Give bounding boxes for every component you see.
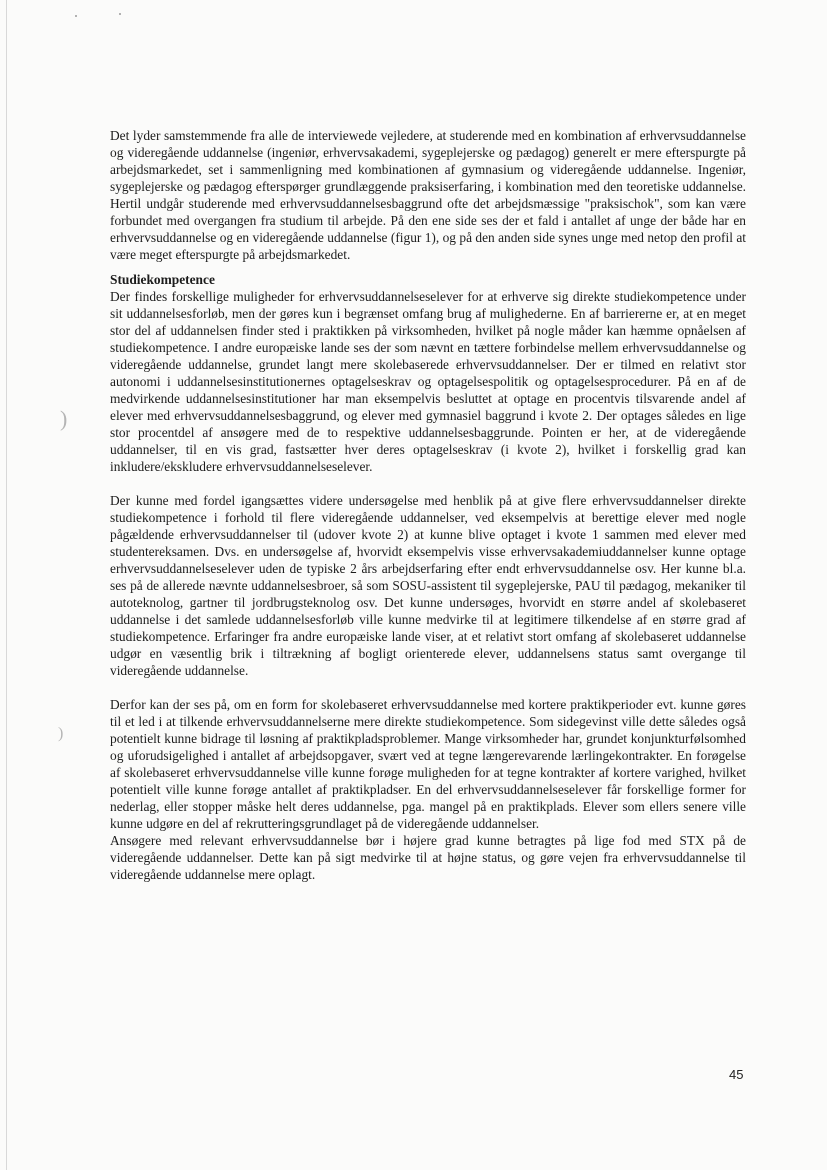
punch-hole-mark: ) (58, 725, 64, 742)
paragraph-2: Der findes forskellige muligheder for erhvervsuddannelseselever for at erhverve sig direkte studiekompetence under sit uddannelsesforløb, men der gøres kun i begrænset omfang brug af mulighederne. En af barriererne er, at en meget stor del af uddannelsen finder sted i praktikken på virksomheden, hvilket på nogle måder kan hæmme opnåelsen af studiekompetence. I andre europæiske lande ses der som nævnt en tættere forbindelse mellem erhvervsuddannelse og videregående uddannelse, grundet langt mere skolebaserede erhvervsuddannelser. Der er tilmed en relativt stor autonomi i uddannelsesinstitutionernes optagelseskrav og optagelsespolitik og optagelsesprocedurer. På en af de medvirkende uddannelsesinstitutioner har man eksempelvis besluttet at optage en procentvis tilsvarende andel af elever med erhvervsuddannelsesbaggrund, og elever med gymnasiel baggrund i kvote 2. Der optages således en lige stor procentdel af ansøgere med de to respektive uddannelsesbaggrunde. Pointen er her, at de videregående uddannelser, til en vis grad, fastsætter hver deres optagelseskrav (i kvote 2), hvilket i forskellig grad kan inkludere/ekskludere erhvervsuddannelseselever. (110, 289, 746, 474)
scan-speck (75, 15, 77, 17)
paragraph-1: Det lyder samstemmende fra alle de interviewede vejledere, at studerende med en kombination af erhvervsuddannelse og videregående uddannelse (ingeniør, erhvervsakademi, sygeplejerske og pædagog) generelt er mere efterspurgte på arbejdsmarkedet, set i sammenligning med kombinationen af gymnasium og videregående uddannelse. Ingeniør, sygeplejerske og pædagog efterspørger grundlæggende praksiserfaring, i kombination med den teoretiske uddannelse. Hertil undgår studerende med erhvervsuddannelsesbaggrund ofte det arbejdsmæssige "praksischok", som kan være forbundet med overgangen fra studium til arbejde. På den ene side ses der et fald i antallet af unge der både har en erhvervsuddannelse og en videregående uddannelse (figur 1), og på den anden side synes unge med netop den profil at være meget efterspurgte på arbejdsmarkedet. (110, 128, 746, 262)
paragraph-5: Ansøgere med relevant erhvervsuddannelse bør i højere grad kunne betragtes på lige fod med STX på de videregående uddannelser. Dette kan på sigt medvirke til at højne status, og gøre vejen fra erhvervsuddannelse til videregående uddannelse mere oplagt. (110, 833, 746, 882)
scan-edge (6, 0, 7, 1170)
page-number: 45 (729, 1067, 744, 1082)
paragraph-3: Der kunne med fordel igangsættes videre undersøgelse med henblik på at give flere erhvervsuddannelser direkte studiekompetence i forhold til flere videregående uddannelser, ved eksempelvis at berettige elever med nogle pågældende erhvervsuddannelser til (udover kvote 2) at kunne blive optaget i kvote 1 sammen med elever med studentereksamen. Dvs. en undersøgelse af, hvorvidt eksempelvis visse erhvervsakademiuddannelser kunne optage erhvervsuddannelseselever uden de typiske 2 års arbejdserfaring efter endt erhvervsuddannelse osv. Her kunne bl.a. ses på de allerede nævnte uddannelsesbroer, så som SOSU-assistent til sygeplejerske, PAU til pædagog, mekaniker til autoteknolog, gartner til jordbrugsteknolog osv. Det kunne undersøges, hvorvidt en større andel af skolebaseret uddannelse i det samlede uddannelsesforløb ville kunne medvirke til at legitimere tilkendelse af en større grad af studiekompetence. Erfaringer fra andre europæiske lande viser, at et relativt stort omfang af skolebaseret uddannelse udgør en væsentlig brik i tiltrækning af bogligt orienterede elever, uddannelsens status samt overgange til videregående uddannelse. (110, 493, 746, 678)
document-body (110, 127, 746, 883)
paragraph-4: Derfor kan der ses på, om en form for skolebaseret erhvervsuddannelse med kortere praktikperioder evt. kunne gøres til et led i at tilkende erhvervsuddannelserne mere direkte studiekompetence. Som sidegevinst ville dette således også potentielt kunne bidrage til løsning af praktikpladsproblemer. Mange virksomheder har, grundet konjunkturfølsomhed og uforudsigelighed i antallet af arbejdsopgaver, svært ved at tegne længerevarende lærlingekontrakter. En forøgelse af skolebaseret erhvervsuddannelse ville kunne forøge muligheden for at tegne kontrakter af kortere varighed, hvilket potentielt ville kunne forøge antallet af praktikpladser. En del erhvervsuddannelseselever får forskellige former for nederlag, eller stopper måske helt deres uddannelse, pga. mangel på en praktikplads. Elever som ellers senere ville kunne udgøre en del af rekrutteringsgrundlaget på de videregående uddannelser. (110, 697, 746, 831)
scan-speck (119, 13, 121, 15)
punch-hole-mark: ) (60, 406, 68, 431)
section-heading-studiekompetence: Studiekompetence (110, 272, 215, 287)
